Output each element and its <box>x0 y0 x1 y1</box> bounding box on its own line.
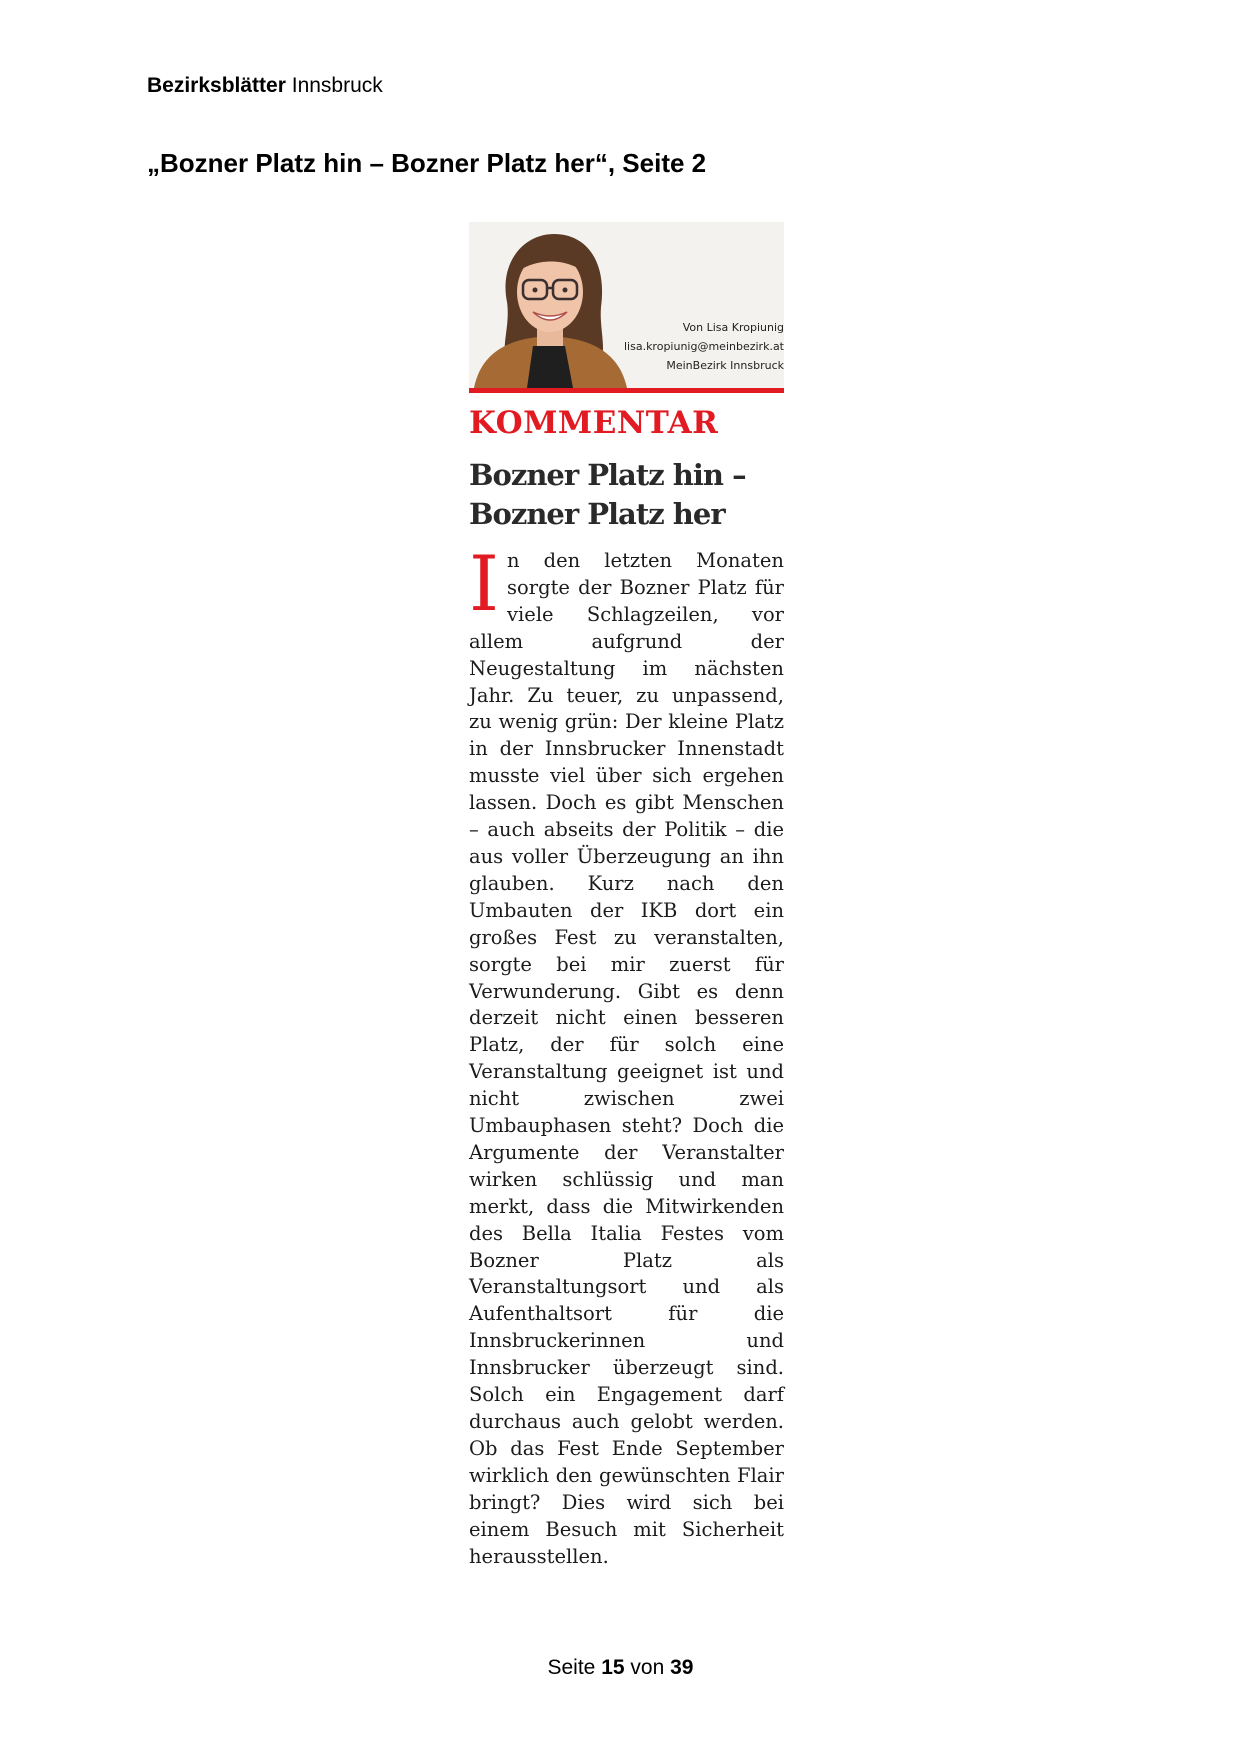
article-reference: „Bozner Platz hin – Bozner Platz her“, Seite 2 <box>147 148 707 178</box>
headline-line-1: Bozner Platz hin – <box>469 458 746 492</box>
author-byline <box>624 318 784 375</box>
drop-cap: I <box>469 539 500 628</box>
red-divider <box>469 388 784 393</box>
byline-email: lisa.kropiunig@meinbezirk.at <box>623 340 784 353</box>
article-headline <box>469 456 784 534</box>
byline-author: Von Lisa Kropiunig <box>682 321 784 334</box>
footer-prefix: Seite <box>547 1656 596 1679</box>
newspaper-clipping <box>469 222 784 1570</box>
author-portrait <box>469 222 629 388</box>
author-photo-area <box>469 222 784 388</box>
total-page-count: 39 <box>670 1656 694 1679</box>
headline-line-2: Bozner Platz her <box>469 497 725 531</box>
publication-header <box>147 74 383 98</box>
article-text: n den letzten Monaten sorgte der Bozner Platz für viele Schlagzeilen, vor allem aufgrund der Neugestaltung im nächsten Jahr. Zu teuer, zu unpassend, zu wenig grün: Der kleine Platz in der Innsbrucker Innenstadt musste viel über sich ergehen lassen. Doch es gibt Menschen – auch abseits der Politik – die aus voller Überzeugung an ihn glauben. Kurz nach den Umbauten der IKB dort ein großes Fest zu veranstalten, sorgte bei mir zuerst für Verwunderung. Gibt es denn derzeit nicht einen besseren Platz, der für solch eine Veranstaltung geeignet ist und nicht zwischen zwei Umbauphasen steht? Doch die Argumente der Veranstalter wirken schlüssig und man merkt, dass die Mitwirkenden des Bella Italia Festes vom Bozner Platz als Veranstaltungsort und als Aufenthaltsort für die Innsbruckerinnen und Innsbrucker überzeugt sind. Solch ein Engagement darf durchaus auch gelobt werden. Ob das Fest Ende September wirklich den gewünschten Flair bringt? Dies wird sich bei einem Besuch mit Sicherheit herausstellen. <box>469 549 784 1568</box>
byline-outlet: MeinBezirk Innsbruck <box>666 359 784 372</box>
current-page-number: 15 <box>601 1656 625 1679</box>
footer-middle: von <box>630 1656 665 1679</box>
publication-region: Innsbruck <box>291 74 383 97</box>
section-label: KOMMENTAR <box>469 405 719 441</box>
page-footer <box>0 1656 1241 1680</box>
article-body <box>469 539 784 1570</box>
publication-name: Bezirksblätter <box>147 74 286 97</box>
